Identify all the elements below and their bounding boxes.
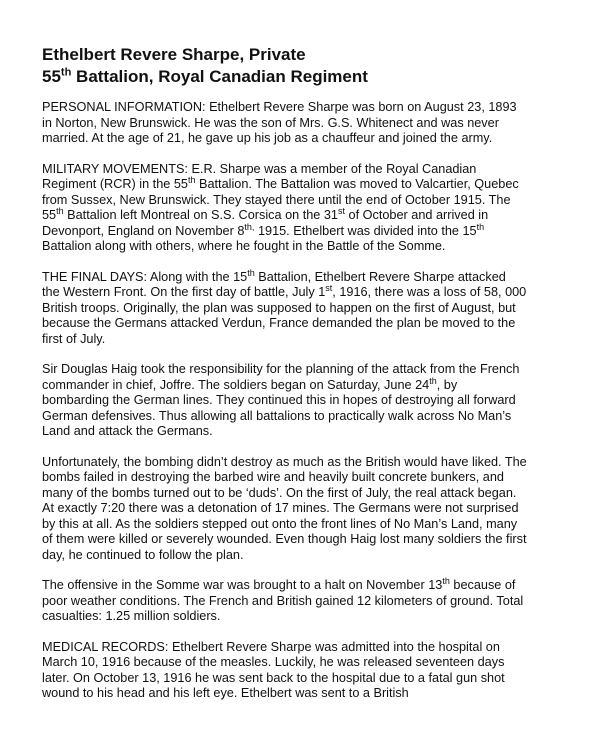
text-run: The offensive in the Somme war was brought to a halt on November 13 bbox=[42, 578, 443, 592]
text-run: , by bombarding the German lines. They continued this in hopes of destroying all forward German defensives. Thus allowing all battalions to practically walk across No Man’s Land and attack the Germans. bbox=[42, 377, 516, 438]
paragraph-bombing: Unfortunately, the bombing didn’t destroy as much as the British would have liked. The bombs failed in destroying the barbed wire and heavily built concrete bunkers, and many of the bombs turned out to be ‘duds’. On the first of July, the real attack began. At exactly 7:20 there was a detonation of 17 mines. The Germans were not surprised by this at all. As the soldiers stepped out onto the front lines of No Man’s Land, many of them were killed or severely wounded. Even though Haig lost many soldiers the first day, he continued to follow the plan. bbox=[42, 454, 527, 562]
text-run: Battalion. The Battalion was moved to Valcartier, Quebec from Sussex, New Brunswick. They stayed there until the end of October 1915. The 55 bbox=[42, 177, 519, 222]
ordinal-suffix: st bbox=[337, 205, 345, 216]
text-run: 1915. Ethelbert was divided into the 15 bbox=[254, 223, 477, 238]
text-run: Battalion, Ethelbert Revere Sharpe attacked the Western Front. On the first day of battle, July 1 bbox=[42, 269, 506, 299]
ordinal-suffix: st bbox=[325, 282, 333, 293]
paragraph-medical-records: MEDICAL RECORDS: Ethelbert Revere Sharpe was admitted into the hospital on March 10, 1916 because of the measles. Luckily, he was released seventeen days later. On October 13, 1916 he was sent back to the hospital due to a fatal gun shot wound to his head and his left eye. Ethelbert was sent to a British bbox=[42, 639, 505, 700]
paragraph-final-days bbox=[42, 267, 582, 348]
document-body bbox=[42, 100, 582, 717]
title-regiment: Battalion, Royal Canadian Regiment bbox=[71, 67, 368, 86]
text-run: because of poor weather conditions. The French and British gained 12 kilometers of ground. Total casualties: 1.25 million soldiers. bbox=[42, 578, 524, 623]
ordinal-suffix: th bbox=[442, 575, 450, 586]
title-line-2 bbox=[42, 66, 368, 88]
paragraph-military-movements bbox=[42, 162, 582, 255]
text-run: THE FINAL DAYS: Along with the 15 bbox=[42, 269, 248, 284]
text-run: MILITARY MOVEMENTS: E.R. Sharpe was a member of the Royal Canadian Regiment (RCR) in the 55 bbox=[42, 161, 477, 191]
page-title bbox=[42, 44, 368, 88]
text-run: Battalion left Montreal on S.S. Corsica on the 31 bbox=[63, 208, 338, 222]
text-run: Sir Douglas Haig took the responsibility for the planning of the attack from the French commander in chief, Joffre. The soldiers began on Saturday, June 24 bbox=[42, 362, 520, 392]
paragraph-offensive bbox=[42, 575, 582, 625]
ordinal-suffix: th bbox=[56, 205, 64, 216]
ordinal-suffix: th, bbox=[244, 221, 255, 232]
ordinal-suffix: th bbox=[187, 174, 196, 185]
title-ordinal-suffix: th bbox=[60, 66, 72, 79]
text-run: Battalion along with others, where he fought in the Battle of the Somme. bbox=[42, 239, 446, 253]
text-run: of October and arrived in Devonport, England on November 8 bbox=[42, 208, 489, 238]
title-battalion-number: 55 bbox=[42, 67, 61, 86]
text-run: , 1916, there was a loss of 58, 000 British troops. Originally, the plan was supposed to happen on the first of August, but because the Germans attacked Verdun, France demanded the plan be moved to the first of July. bbox=[42, 285, 527, 346]
paragraph-haig bbox=[42, 362, 582, 440]
ordinal-suffix: th bbox=[429, 375, 437, 386]
title-line-1: Ethelbert Revere Sharpe, Private bbox=[42, 45, 306, 64]
ordinal-suffix: th bbox=[247, 267, 255, 278]
ordinal-suffix: th bbox=[476, 221, 485, 232]
paragraph-personal-information: PERSONAL INFORMATION: Ethelbert Revere Sharpe was born on August 23, 1893 in Norton, New Brunswick. He was the son of Mrs. G.S. Whitenect and was never married. At the age of 21, he gave up his job as a chauffeur and joined the army. bbox=[42, 100, 517, 145]
